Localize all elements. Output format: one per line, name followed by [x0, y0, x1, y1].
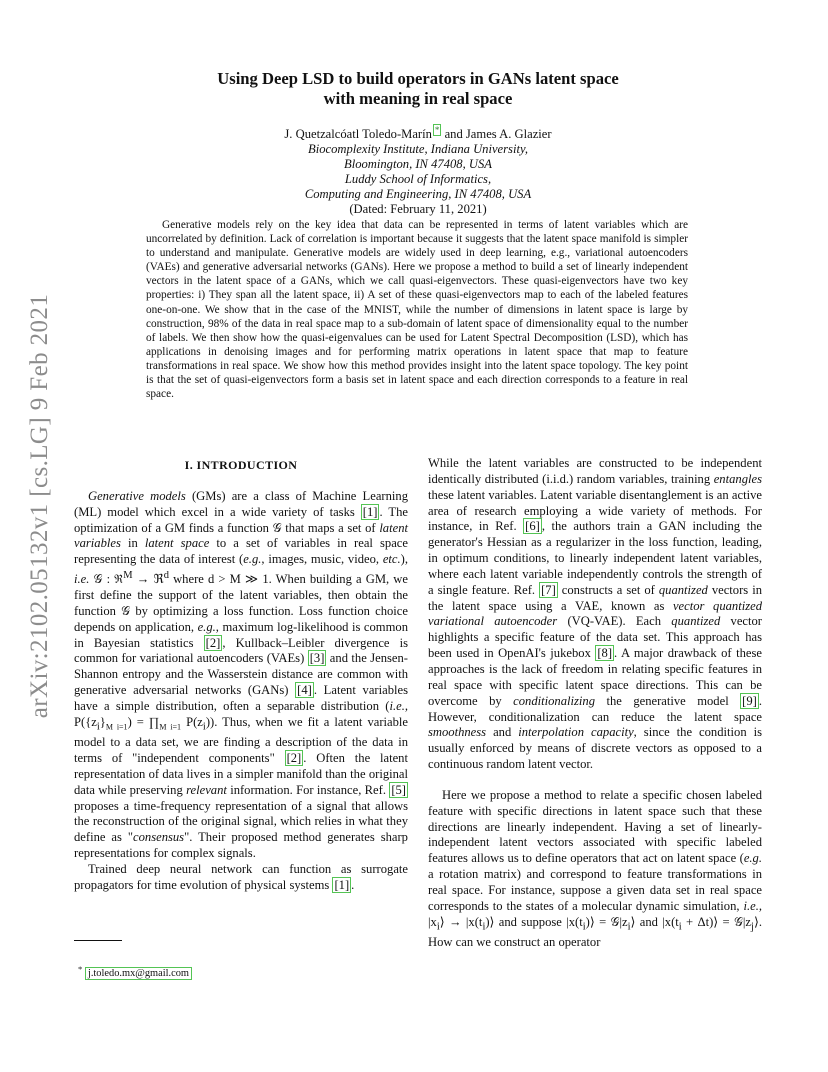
author-first: J. Quetzalcóatl Toledo-Marín — [284, 127, 432, 142]
dated-line: (Dated: February 11, 2021) — [349, 202, 487, 217]
affiliation-line-4: Computing and Engineering, IN 47408, USA — [304, 187, 532, 202]
citation-link[interactable]: [8] — [597, 646, 613, 661]
title-line-1: Using Deep LSD to build operators in GANs latent space — [217, 69, 619, 88]
author-email-link[interactable]: j.toledo.mx@gmail.com — [85, 967, 192, 980]
footnote-mark: * — [78, 964, 83, 974]
footnote — [78, 964, 192, 979]
right-column — [428, 456, 762, 951]
section-heading-introduction: I. INTRODUCTION — [184, 458, 298, 472]
abstract: Generative models rely on the key idea that data can be represented in terms of latent variables which are uncorrelated by definition. Lack of correlation is important because it suggests that the latent space manifold is simpler to understand and manipulate. Generative models are widely used in deep learning, e.g., variational autoencoders (VAEs) and generative adversarial networks (GANs). Here we propose a method to build a set of linearly independent vectors in the latent space of a GANs, which we call quasi-eigenvectors. These quasi-eigenvectors have two key properties: i) They span all the latent space, ii) A set of these quasi-eigenvectors map to each of the labeled features one-on-one. We show that in the case of the MNIST, while the number of dimensions in latent space is large by construction, 98% of the data in real space map to a sub-domain of latent space of dimensionality equal to the number of labels. We then show how the quasi-eigenvalues can be used for Latent Spectral Decomposition (LSD), which has applications in denoising images and for performing matrix operations in latent space that map to feature transformations in real space. We show how this method provides insight into the latent space topology. The key point is that the set of quasi-eigenvectors form a basis set in latent space and each direction corresponds to a feature in real space. — [146, 219, 688, 401]
citation-link[interactable]: [3] — [309, 651, 325, 666]
footnote-divider — [74, 940, 122, 941]
citation-link[interactable]: [4] — [297, 683, 312, 698]
arxiv-id-text: arXiv:2102.05132v1 [cs.LG] 9 Feb 2021 — [26, 293, 53, 719]
citation-link[interactable]: [5] — [391, 782, 406, 797]
title-line-2: with meaning in real space — [323, 89, 513, 108]
citation-link[interactable]: [2] — [286, 751, 302, 766]
citation-link[interactable]: [9] — [742, 693, 757, 708]
citation-link[interactable]: [2] — [205, 635, 221, 650]
arxiv-identifier-stamp — [22, 293, 58, 719]
affiliation-line-3: Luddy School of Informatics, — [344, 172, 492, 187]
citation-link[interactable]: [6] — [525, 519, 540, 534]
affiliation-line-1: Biocomplexity Institute, Indiana University, — [308, 142, 528, 157]
paragraph-gap — [428, 773, 762, 788]
affiliation-line-2: Bloomington, IN 47408, USA — [344, 157, 492, 172]
right-paragraph-2: Here we propose a method to relate a specific chosen labeled feature with specific directions in latent space such that these directions are linearly independent. Having a set of linearly-independent latent vectors associated with specific labeled features allows us to define operators that act on latent space (e.g. a rotation matrix) and correspond to feature transformations in real space. For instance, suppose a given data set in real space corresponds to the states of a molecular dynamic simulation, i.e., $|x_i⟩$ → $|x(t_i)⟩$ and suppose $|x(t_i)⟩$ = $𝒢|z_i⟩$ and $|x(t_i$ + Δt)⟩ = $𝒢|z_j⟩$. How can we construct an operator — [428, 787, 763, 949]
citation-link[interactable]: [1] — [334, 877, 350, 892]
citation-link[interactable]: [1] — [362, 504, 378, 519]
author-second: and James A. Glazier — [441, 127, 552, 142]
right-paragraph-1: While the latent variables are constructed to be independent identically distributed (i.i.d.) random variables, training entangles these latent variables. Latent variable disentanglement is an active area of research employing a wide variety of methods. For instance, in Ref. [6] , the authors train a GAN including the generator's Hessian as a regularizer in the loss function, leading, in optimum conditions, to linearly independent latent variables, where each latent variable independently controls the strength of a single feature. Ref. [7] constructs a set of quantized vectors in the latent space using a VAE, known as vector quantized variational autoencoder (VQ-VAE). Each quantized vector highlights a specific feature of the data set. This approach has been used in OpenAI's jukebox [8] . A major drawback of these approaches is the lack of freedom in relating specific features in real space with specific latent space directions. This can be overcome by conditionalizing the generative model [9] . However, conditionalization can reduce the latent space smoothness and interpolation capacity, since the condition is usually enforced by means of discrete vectors as opposed to a continuous random latent vector. — [428, 456, 763, 772]
intro-paragraph-1: Generative models (GMs) are a class of Machine Learning (ML) model which excel in a wide variety of tasks [1] . The optimization of a GM finds a function 𝒢 that maps a set of latent variables in latent space to a set of variables in real space representing the data of interest (e.g., images, music, video, etc.), i.e. 𝒢 : ℜ$^M$ → ℜ$^d$ where d > M ≫ 1. When building a GM, we first define the support of the latent variables, then obtain the function 𝒢 by optimizing a loss function. Loss function choice depends on application, e.g., maximum log-likelihood is common in Bayesian statistics [2] , Kullback–Leibler divergence is common for variational autoencoders (VAEs) [3] and the Jensen-Shannon entropy and the Wasserstein distance are common with generative adversarial networks (GANs) [4] . Latent variables have a simple distribution, often a separable distribution (i.e., $P(\{z_i\}_{M i=1})$ = $\prod_{M i=1}$ $P(z_i)$). Thus, when we fit a latent variable model to a data set, we are finding a description of the data in terms of "independent components" [2] . Often the latent representation of data lives in a simpler manifold than the original data while preserving relevant information. For instance, Ref. [5] proposes a time-frequency representation of a signal that allows the reconstruction of the original signal, which relies in what they define as "consensus". Their proposed method generates sharp representations for complex signals. — [74, 488, 409, 861]
citation-link[interactable]: [7] — [541, 582, 556, 597]
intro-paragraph-2: Trained deep neural network can function as surrogate propagators for time evolution of physical systems [1] . — [74, 861, 408, 892]
author-block — [200, 123, 636, 217]
left-column — [74, 456, 408, 894]
author-footnote-link[interactable]: * — [434, 125, 440, 135]
paper-title — [140, 69, 696, 109]
author-names — [200, 123, 636, 142]
